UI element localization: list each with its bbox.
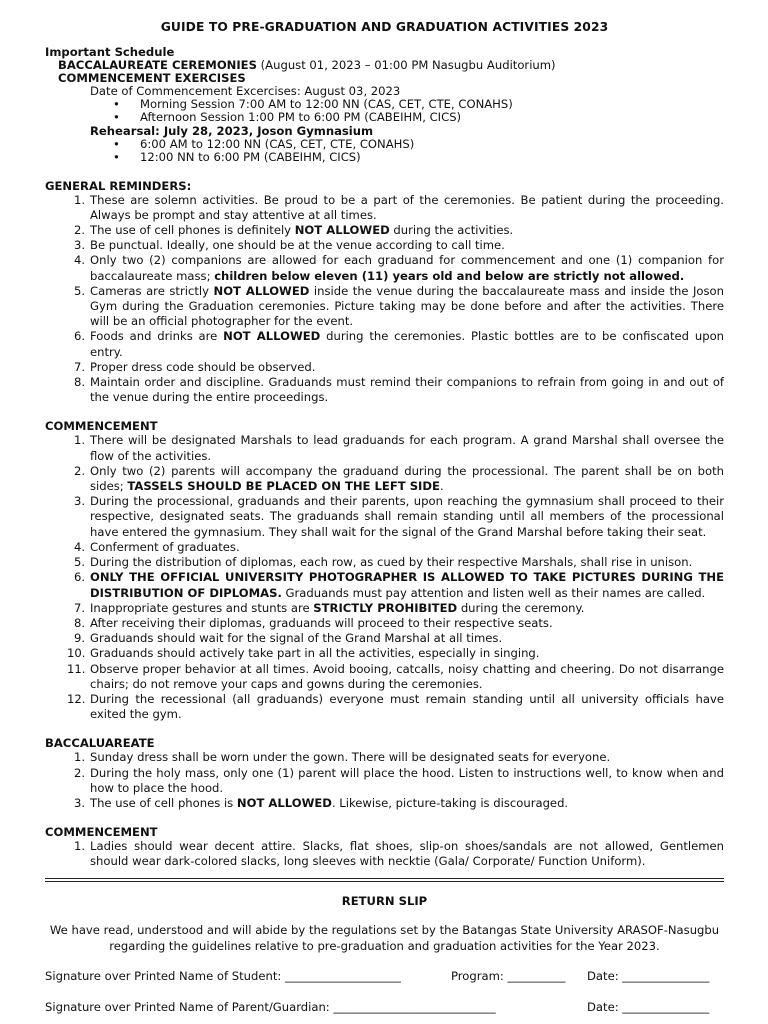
student-date-field[interactable]: Date: _______________ (587, 968, 710, 983)
list-item (45, 766, 724, 796)
item-text: During the processional, graduands and their parents, upon reaching the gymnasium shall proceed to their respective, designated seats. The graduands shall remain standing until all members of the processional have entered the gymnasium. They shall wait for the signal of the Grand Marshal before taking their seat. (90, 494, 724, 539)
baccalaureate-list (45, 750, 724, 811)
item-emphasis: NOT ALLOWED (236, 795, 332, 810)
item-number: 8. (73, 375, 85, 390)
item-number: 3. (73, 795, 85, 810)
list-item (45, 555, 724, 570)
list-item (45, 223, 724, 238)
item-text: These are solemn activities. Be proud to be a part of the ceremonies. Be patient during the proceeding. Always be prompt and stay attentive at all times. (90, 192, 724, 222)
item-text: . (439, 479, 444, 494)
divider (45, 878, 724, 882)
return-slip-line-1: We have read, understood and will abide by the regulations set by the Batangas State University ARASOF-Nasugbu (49, 922, 720, 937)
item-text: Graduands should wait for the signal of the Grand Marshal at all times. (90, 631, 503, 646)
rehearsal-session-item: • 12:00 NN to 6:00 PM (CABEIHM, CICS) (45, 151, 724, 164)
rehearsal-session-item: • 6:00 AM to 12:00 NN (CAS, CET, CTE, CONAHS) (45, 138, 724, 151)
item-text: Graduands should actively take part in all the activities, especially in singing. (90, 646, 540, 661)
item-text: Only two (2) parents will accompany the graduand during the processional. The parent shall be on both sides; (90, 463, 724, 494)
list-item (45, 464, 724, 494)
item-text: The use of cell phones is definitely (90, 223, 295, 238)
list-item (45, 616, 724, 631)
general-reminders-list (45, 193, 724, 406)
item-number: 6. (73, 570, 85, 585)
item-text: Graduands must pay attention and listen well as their names are called. (281, 585, 706, 600)
session-item: • Morning Session 7:00 AM to 12:00 NN (CAS, CET, CTE, CONAHS) (45, 98, 724, 111)
rehearsal-label: Rehearsal: July 28, 2023, Joson Gymnasium (90, 123, 374, 138)
list-item (45, 193, 724, 223)
item-text: During the holy mass, only one (1) parent will place the hood. Listen to instructions well, to know when and how to place the hood. (90, 765, 724, 795)
item-number: 4. (73, 539, 85, 554)
list-item (45, 601, 724, 616)
session-item: • Afternoon Session 1:00 PM to 6:00 PM (CABEIHM, CICS) (45, 111, 724, 124)
list-item (45, 284, 724, 330)
parent-signature-field[interactable]: Signature over Printed Name of Parent/Guardian: ____________________________ (45, 999, 496, 1014)
return-slip-title: RETURN SLIP (341, 893, 428, 908)
item-number: 2. (73, 463, 85, 478)
return-slip-statement (45, 922, 724, 954)
item-number: 1. (73, 839, 85, 854)
item-number: 2. (73, 223, 85, 238)
item-text: inside the venue during the baccalaureate mass and inside the Joson Gym during the Graduation ceremonies. Picture taking may be done before and after the activities. There will be an official photographer for the event. (90, 283, 725, 329)
item-text: Cameras are strictly (90, 283, 214, 298)
item-number: 7. (73, 359, 85, 374)
important-schedule (45, 46, 724, 165)
list-item (45, 646, 724, 661)
item-number: 7. (73, 600, 85, 615)
item-text: After receiving their diplomas, graduands will proceed to their respective seats. (90, 615, 553, 630)
item-text: Maintain order and discipline. Graduands must remind their companions to refrain from going in and out of the venue during the entire proceedings. (90, 375, 724, 405)
item-number: 10. (67, 646, 86, 661)
commencement-attire-list (45, 839, 724, 869)
student-signature-field[interactable]: Signature over Printed Name of Student: ____________________ (45, 968, 401, 983)
item-emphasis: NOT ALLOWED (294, 223, 390, 238)
item-number: 5. (73, 555, 85, 570)
item-text: Observe proper behavior at all times. Avoid booing, catcalls, noisy chatting and cheering. Do not disarrange chairs; do not remove your caps and gowns during the ceremonies. (90, 661, 724, 691)
item-number: 1. (73, 750, 85, 765)
item-number: 4. (73, 253, 85, 268)
list-item (45, 631, 724, 646)
item-number: 11. (67, 661, 86, 676)
baccalaureate-heading: BACCALUAREATE (45, 736, 155, 751)
item-text: Inappropriate gestures and stunts are (90, 600, 314, 615)
item-number: 5. (73, 283, 85, 298)
item-text: Only two (2) companions are allowed for each graduand for commencement and one (1) companion for baccalaureate mass; (90, 253, 724, 283)
list-item (45, 360, 724, 375)
item-number: 6. (73, 329, 85, 344)
item-text: During the recessional (all graduands) everyone must remain standing until all university officials have exited the gym. (90, 691, 724, 722)
item-text: during the activities. (389, 223, 514, 238)
item-number: 3. (73, 494, 85, 509)
list-item (45, 375, 724, 405)
list-item (45, 796, 724, 811)
item-emphasis: NOT ALLOWED (223, 329, 321, 344)
item-text: During the distribution of diplomas, each row, as cued by their respective Marshals, shall rise in unison. (90, 555, 693, 570)
item-emphasis: children below eleven (11) years old and below are strictly not allowed. (214, 268, 685, 283)
item-number: 2. (73, 765, 85, 780)
item-emphasis: STRICTLY PROHIBITED (313, 600, 458, 615)
commencement-exercises-label: COMMENCEMENT EXERCISES (58, 71, 246, 85)
item-text: Ladies should wear decent attire. Slacks, flat shoes, slip-on shoes/sandals are not allowed, Gentlemen should wear dark-colored slacks, long sleeves with necktie (Gala/ Corporate/ Function Uniform). (90, 839, 724, 869)
commencement-attire-heading: COMMENCEMENT (45, 825, 158, 840)
list-item (45, 570, 724, 600)
list-item (45, 433, 724, 463)
item-emphasis: TASSELS SHOULD BE PLACED ON THE LEFT SIDE (127, 479, 440, 494)
document-title: GUIDE TO PRE-GRADUATION AND GRADUATION ACTIVITIES 2023 (160, 20, 609, 34)
item-text: There will be designated Marshals to lead graduands for each program. A grand Marshal shall oversee the flow of the activities. (90, 433, 724, 463)
item-text: Be punctual. Ideally, one should be at the venue according to call time. (90, 238, 505, 253)
commencement-date: Date of Commencement Excercises: August 03, 2023 (90, 84, 401, 98)
program-field[interactable]: Program: __________ (451, 968, 566, 983)
item-number: 12. (67, 691, 86, 706)
item-text: . Likewise, picture-taking is discouraged. (331, 795, 569, 810)
item-emphasis: ONLY THE OFFICIAL UNIVERSITY PHOTOGRAPHER IS ALLOWED TO TAKE PICTURES DURING THE DISTRIBUTION OF DIPLOMAS. (90, 570, 724, 600)
list-item (45, 329, 724, 359)
commencement-heading: COMMENCEMENT (45, 419, 158, 434)
list-item (45, 238, 724, 253)
item-text: during the ceremonies. Plastic bottles are to be confiscated upon entry. (90, 329, 725, 359)
list-item (45, 839, 724, 869)
parent-date-field[interactable]: Date: _______________ (587, 999, 710, 1014)
item-emphasis: NOT ALLOWED (213, 283, 310, 298)
list-item (45, 750, 724, 765)
item-text: during the ceremony. (457, 600, 585, 615)
general-reminders-heading: GENERAL REMINDERS: (45, 178, 192, 193)
list-item (45, 540, 724, 555)
item-text: The use of cell phones is (90, 795, 237, 810)
item-text: Sunday dress shall be worn under the gown. There will be designated seats for everyone. (90, 750, 611, 765)
item-number: 3. (73, 238, 85, 253)
return-slip-line-2: regarding the guidelines relative to pre-graduation and graduation activities for the Year 2023. (109, 938, 660, 953)
item-text: Proper dress code should be observed. (90, 359, 316, 374)
item-number: 8. (73, 615, 85, 630)
baccalaureate-detail: (August 01, 2023 – 01:00 PM Nasugbu Auditorium) (256, 58, 556, 72)
item-number: 9. (73, 631, 85, 646)
item-number: 1. (73, 192, 85, 207)
schedule-heading: Important Schedule (45, 45, 175, 59)
commencement-list (45, 433, 724, 722)
parent-signature-row (45, 999, 724, 1015)
item-text: Foods and drinks are (90, 329, 224, 344)
item-text: Conferment of graduates. (90, 539, 240, 554)
list-item (45, 494, 724, 540)
list-item (45, 692, 724, 722)
list-item (45, 253, 724, 283)
baccalaureate-label: BACCALAUREATE CEREMONIES (58, 58, 257, 72)
list-item (45, 662, 724, 692)
item-number: 1. (73, 433, 85, 448)
student-signature-row (45, 968, 724, 984)
